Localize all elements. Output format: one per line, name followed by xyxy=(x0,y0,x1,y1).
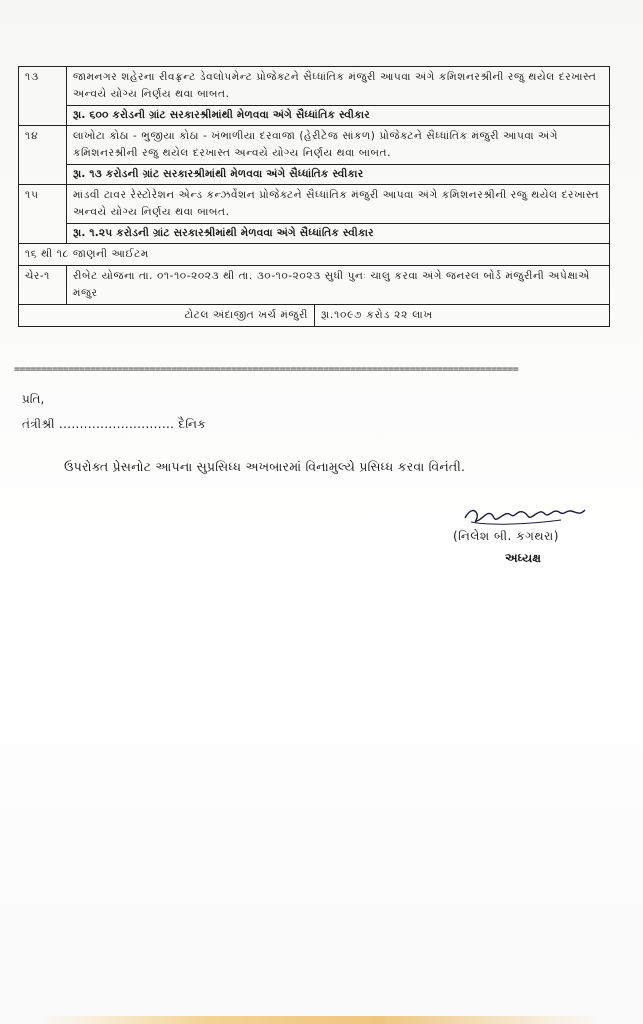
item-description: જામનગર શહેરના રીવફ્રન્ટ ડેવલોપમેન્ટ પ્રોજેક્ટને સૈધ્ધાંતિક મંજુરી આપવા અંગે કમિશનરશ્રીની રજુ થયેલ દરખાસ્ત અન્વયે યોગ્ય નિર્ણય થવા બાબત. xyxy=(73,71,597,100)
item-number: ૧૩ xyxy=(19,67,67,125)
item-description: માંડવી ટાવર રેસ્ટોરેશન એન્ડ કન્ઝર્વેશન પ્રોજેક્ટને સૈધ્ધાંતિક મંજુરી આપવા અંગે કમિશનરશ્રીની રજુ થયેલ દરખાસ્ત અન્વયે યોગ્ય નિર્ણય થવા બાબત. xyxy=(73,189,600,218)
signatory-name: (નિલેશ બી. કગથરા) xyxy=(453,529,559,543)
letter-to: પ્રતિ, xyxy=(22,392,45,406)
info-row-text: ૧૬ થી ૧૮ જાણની આઈટમ xyxy=(25,248,149,260)
separator-line: ============================================================================================= xyxy=(14,367,519,373)
item-grant: રૂા. ૧૩ કરોડની ગ્રાંટ સરકારશ્રીમાંથી મેળવવા અંગે સૈધ્ધાંતિક સ્વીકાર xyxy=(67,164,609,184)
item-number: ૧૪ xyxy=(19,126,67,184)
chair-item-number: ચેર-૧ xyxy=(19,266,67,304)
item-grant: રૂા. ૬૦૦ કરોડની ગ્રાંટ સરકારશ્રીમાંથી મેળવવા અંગે સૈધ્ધાંતિક સ્વીકાર xyxy=(67,105,609,125)
info-row xyxy=(19,244,609,266)
item-description: લાખોટા કોઠા - ભુજીયા કોઠા - ખંભાળીયા દરવાજા (હેરીટેજ સાંકળ) પ્રોજેક્ટને સૈધ્ધાંતિક મંજુરી આપવા અંગે કમિશનરશ્રીની રજુ થયેલ દરખાસ્ત અન્વયે યોગ્ય નિર્ણય થવા બાબત. xyxy=(73,130,559,159)
table-row xyxy=(19,185,609,244)
total-value: રૂા.૧૦૯૭ કરોડ ૨૨ લાખ xyxy=(321,309,433,321)
bottom-decoration xyxy=(40,1016,600,1024)
chair-item-description: રીબેટ યોજના તા. ૦૧-૧૦-૨૦૨૩ થી તા. ૩૦-૧૦-૨૦૨૩ સુધી પુનઃ ચાલુ કરવા અંગે જનરલ બોર્ડ મંજુરીની અપેક્ષાએ મંજુર xyxy=(73,270,590,299)
item-number: ૧૫ xyxy=(19,185,67,243)
agenda-table xyxy=(18,66,610,327)
editor-line: તંત્રીશ્રી ............................ દૈનિક xyxy=(22,417,207,431)
item-grant: રૂા. ૧.૨૫ કરોડની ગ્રાંટ સરકારશ્રીમાંથી મેળવવા અંગે સૈધ્ધાંતિક સ્વીકાર xyxy=(67,223,609,243)
total-label: ટોટલ અંદાજીત ખર્ચ મંજુરી xyxy=(19,305,315,326)
signature-image xyxy=(461,502,593,528)
signatory-title: અધ્યક્ષ xyxy=(505,551,541,565)
total-row xyxy=(19,305,609,327)
publication-request: ઉપરોક્ત પ્રેસનોટ આપના સુપ્રસિધ્ધ અખબારમાં વિનામુલ્યે પ્રસિધ્ધ કરવા વિનંતી. xyxy=(64,459,466,474)
table-row xyxy=(19,126,609,185)
table-row xyxy=(19,67,609,126)
chair-item-row xyxy=(19,266,609,305)
